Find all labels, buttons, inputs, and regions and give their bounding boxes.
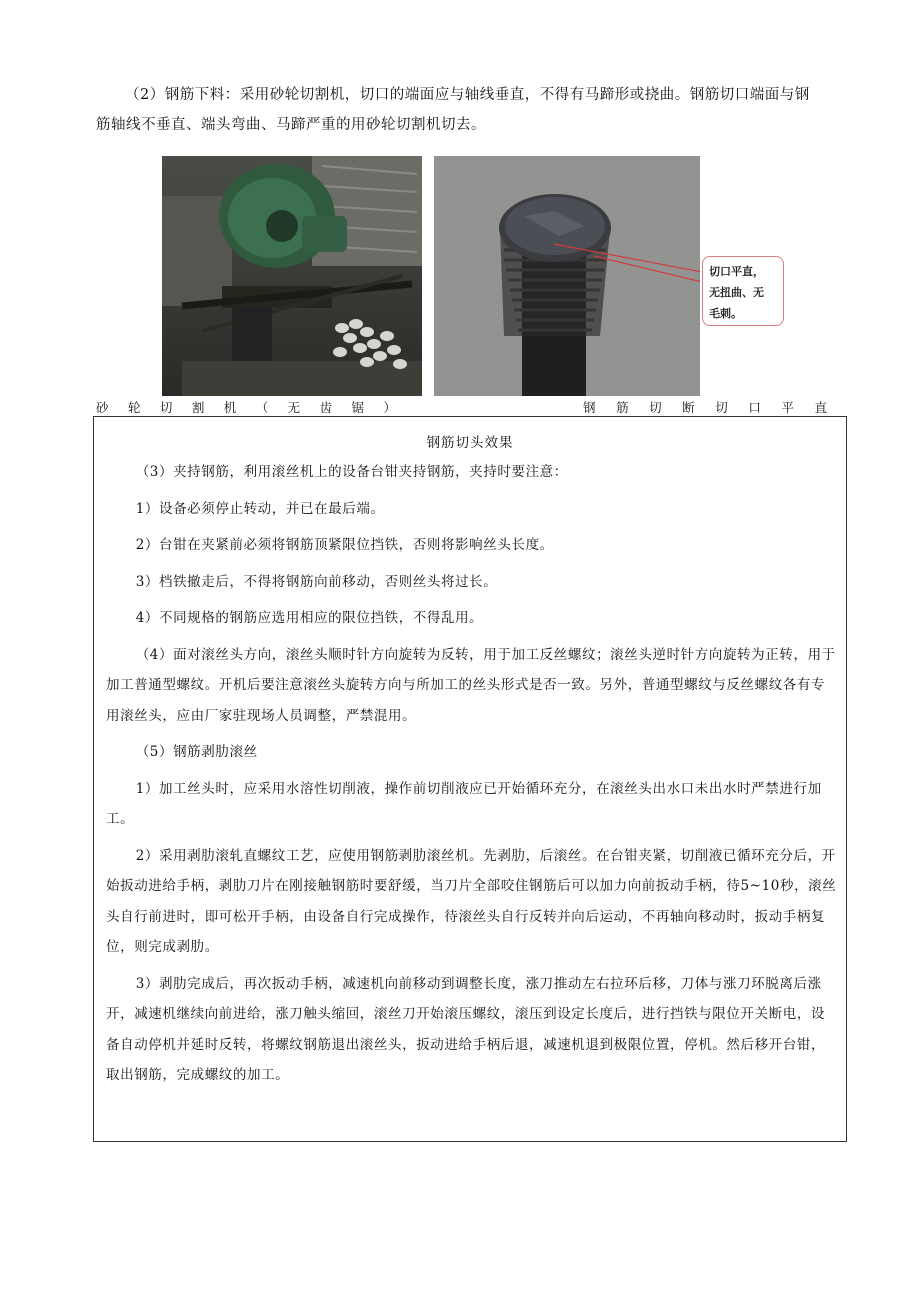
callout-annotation xyxy=(702,256,784,326)
box-paragraph: 1）加工丝头时，应采用水溶性切削液，操作前切削液应已开始循环充分，在滚丝头出水口未出水时严禁进行加工。 xyxy=(106,780,822,827)
rebar-cut-photo xyxy=(434,156,700,396)
rebar-cut-caption xyxy=(583,398,827,416)
caption-char: 口 xyxy=(748,400,761,415)
caption-char: 割 xyxy=(191,400,205,415)
caption-char: 切 xyxy=(649,400,662,415)
box-paragraph: 2）采用剥肋滚轧直螺纹工艺，应使用钢筋剥肋滚丝机。先剥肋，后滚丝。在台钳夹紧，切削液已循环充分后，开始扳动进给手柄，剥肋刀片在刚接触钢筋时要舒缓，当刀片全部咬住钢筋后可以加力向前扳动手柄，待5~10秒，滚丝头自行前进时，即可松开手柄，由设备自行完成操作，待滚丝头自行反转并向后运动，不再轴向移动时，扳动手柄复位，则完成剥肋。 xyxy=(106,847,837,955)
caption-char: 钢 xyxy=(583,400,596,415)
box-body xyxy=(106,457,838,1097)
caption-char: 砂 xyxy=(96,400,109,415)
box-paragraph: （4）面对滚丝头方向，滚丝头顺时针方向旋转为反转，用于加工反丝螺纹；滚丝头逆时针方向旋转为正转，用于加工普通型螺纹。开机后要注意滚丝头旋转方向与所加工的丝头形式是否一致。另外，普通型螺纹与反丝螺纹各有专用滚丝头，应由厂家驻现场人员调整，严禁混用。 xyxy=(106,646,836,724)
caption-char: 切 xyxy=(715,400,728,415)
caption-char: 平 xyxy=(781,400,794,415)
intro-line-2: 筋轴线不垂直、端头弯曲、马蹄严重的用砂轮切割机切去。 xyxy=(96,117,486,133)
caption-char: 齿 xyxy=(319,400,333,415)
caption-char: 锯 xyxy=(351,400,365,415)
caption-char: 轮 xyxy=(127,400,141,415)
callout-line: 切口平直， xyxy=(709,265,764,278)
caption-char: 直 xyxy=(814,400,827,415)
box-paragraph: 3）剥肋完成后，再次扳动手柄，减速机向前移动到调整长度，涨刀推动左右拉环后移，刀体与涨刀环脱离后涨开，减速机继续向前进给，涨刀触头缩回，滚丝刀开始滚压螺纹，滚压到设定长度后，进行挡铁与限位开关断电，设备自动停机并延时反转，将螺纹钢筋退出滚丝头，扳动进给手柄后退，减速机退到极限位置，停机。然后移开台钳，取出钢筋，完成螺纹的加工。 xyxy=(106,975,826,1083)
cutting-machine-caption xyxy=(96,398,396,416)
caption-char: 切 xyxy=(159,400,173,415)
box-paragraph: （5）钢筋剥肋滚丝 xyxy=(135,744,258,760)
caption-char: ） xyxy=(383,400,396,415)
callout-line: 毛刺。 xyxy=(709,307,742,320)
callout-line: 无扭曲、无 xyxy=(709,286,764,299)
caption-char: （ xyxy=(255,400,269,415)
box-paragraph: 1）设备必须停止转动，并已在最后端。 xyxy=(135,500,385,517)
caption-char: 筋 xyxy=(616,400,629,415)
process-box xyxy=(93,416,847,1142)
cutting-machine-photo xyxy=(162,156,422,396)
intro-paragraph xyxy=(96,80,848,140)
intro-line-1: （2）钢筋下料：采用砂轮切割机，切口的端面应与轴线垂直，不得有马蹄形或挠曲。钢筋切口端面与钢 xyxy=(125,87,810,103)
box-paragraph: （3）夹持钢筋，利用滚丝机上的设备台钳夹持钢筋，夹持时要注意： xyxy=(135,464,568,480)
box-title: 钢筋切头效果 xyxy=(426,435,514,451)
box-paragraph: 2）台钳在夹紧前必须将钢筋顶紧限位挡铁，否则将影响丝头长度。 xyxy=(135,537,554,553)
caption-char: 断 xyxy=(682,400,695,415)
caption-char: 无 xyxy=(287,400,301,415)
box-paragraph: 4）不同规格的钢筋应选用相应的限位挡铁，不得乱用。 xyxy=(135,610,484,626)
caption-char: 机 xyxy=(223,400,237,415)
box-paragraph: 3）档铁撤走后，不得将钢筋向前移动，否则丝头将过长。 xyxy=(135,573,498,590)
